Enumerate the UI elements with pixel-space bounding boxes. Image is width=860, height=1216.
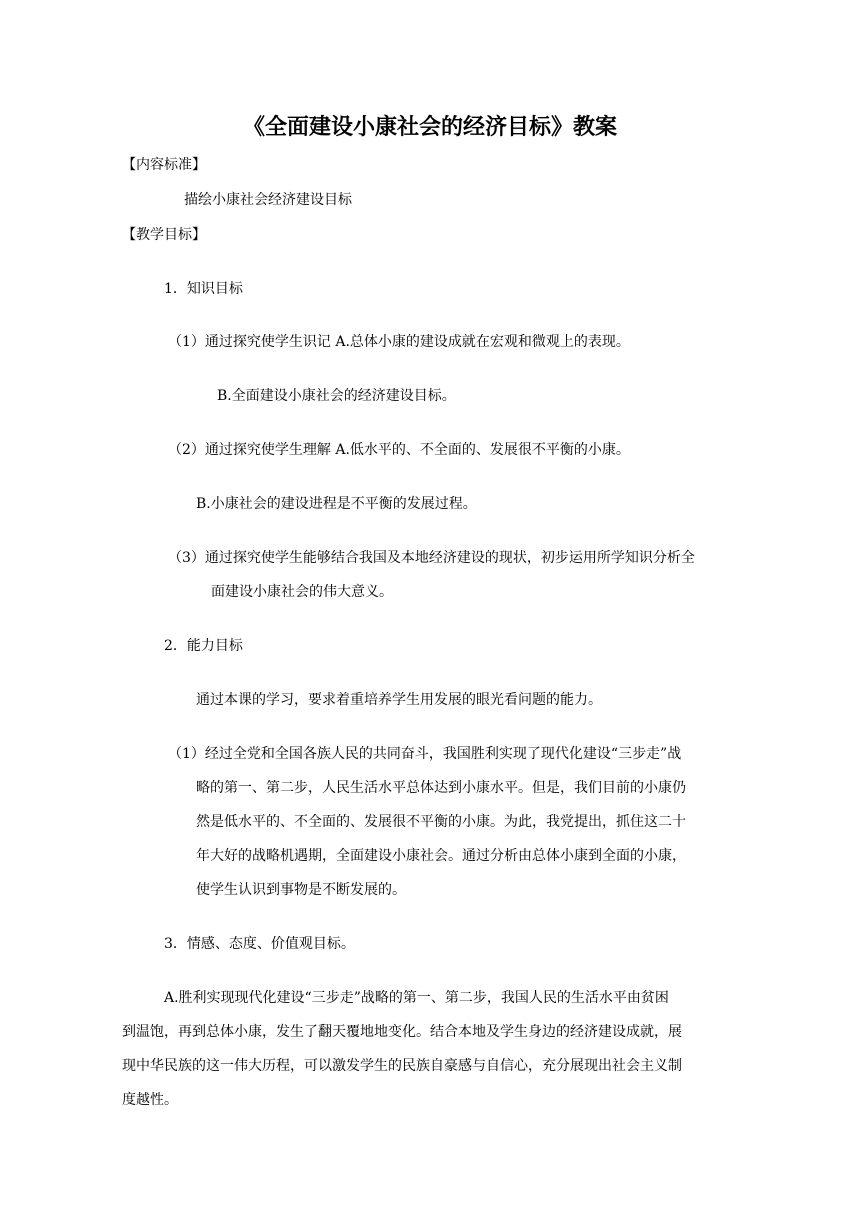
content-standard-heading: 【内容标准】	[122, 157, 206, 173]
ability-item-1-line: （1）经过全党和全国各族人民的共同奋斗，我国胜利实现了现代化建设“三步走”战	[168, 746, 682, 762]
emotion-paragraph-line: A.胜利实现现代化建设“三步走”战略的第一、第二步，我国人民的生活水平由贫困	[164, 990, 669, 1006]
knowledge-item-3-line-1: （3）通过探究使学生能够结合我国及本地经济建设的现状，初步运用所学知识分析全	[168, 550, 695, 566]
document-title: 《全面建设小康社会的经济目标》教案	[242, 115, 617, 140]
content-standard-text: 描绘小康社会经济建设目标	[184, 192, 352, 208]
ability-item-1-line: 然是低水平的、不全面的、发展很不平衡的小康。为此，我党提出，抓住这二十	[196, 814, 686, 830]
ability-item-1-line: 略的第一、第二步，人民生活水平总体达到小康水平。但是，我们目前的小康仍	[196, 780, 686, 796]
knowledge-item-3-line-2: 面建设小康社会的伟大意义。	[211, 584, 393, 600]
knowledge-item-1-line-2: B.全面建设小康社会的经济建设目标。	[217, 388, 456, 404]
emotion-paragraph-line: 现中华民族的这一伟大历程，可以激发学生的民族自豪感与自信心，充分展现出社会主义制	[122, 1058, 682, 1074]
emotion-paragraph-line: 到温饱，再到总体小康，发生了翻天覆地地变化。结合本地及学生身边的经济建设成就，展	[122, 1024, 682, 1040]
emotion-goal-heading: 3．情感、态度、价值观目标。	[164, 936, 355, 952]
emotion-paragraph-line: 度越性。	[122, 1092, 178, 1108]
ability-item-1-line: 年大好的战略机遇期，全面建设小康社会。通过分析由总体小康到全面的小康，	[196, 848, 686, 864]
knowledge-item-2-line-1: （2）通过探究使学生理解 A.低水平的、不全面的、发展很不平衡的小康。	[168, 442, 630, 458]
ability-item-1-line: 使学生认识到事物是不断发展的。	[196, 882, 406, 898]
ability-goal-heading: 2．能力目标	[164, 638, 243, 654]
knowledge-item-2-line-2: B.小康社会的建设进程是不平衡的发展过程。	[196, 496, 477, 512]
teaching-goals-heading: 【教学目标】	[122, 227, 206, 243]
ability-intro: 通过本课的学习，要求着重培养学生用发展的眼光看问题的能力。	[196, 692, 602, 708]
knowledge-goal-heading: 1．知识目标	[164, 281, 243, 297]
knowledge-item-1-line-1: （1）通过探究使学生识记 A.总体小康的建设成就在宏观和微观上的表现。	[168, 334, 630, 350]
